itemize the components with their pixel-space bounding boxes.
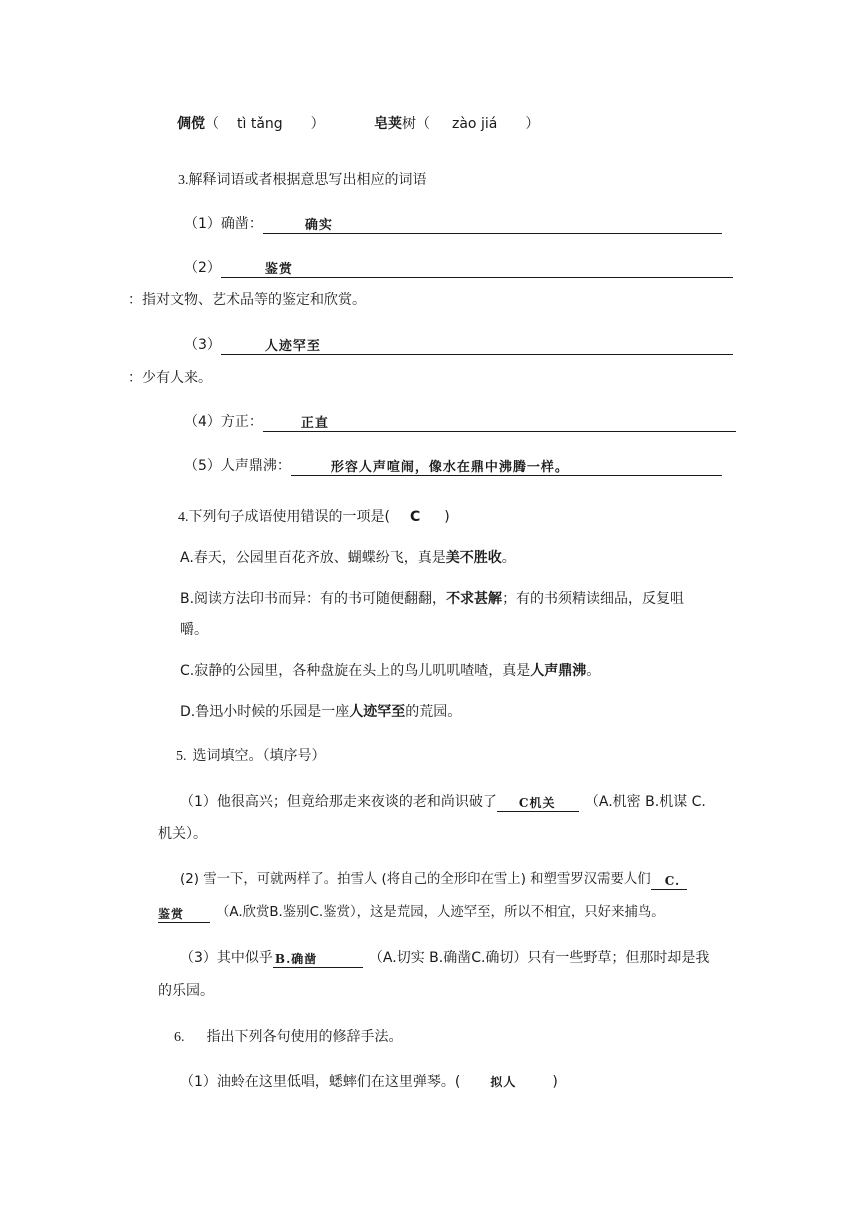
item-options: （A.切实 B.确凿C.确切）只有一些野草；但那时却是我: [368, 950, 710, 966]
answer-choice: C: [409, 509, 421, 525]
answer-text: 拟人: [490, 1075, 517, 1089]
pinyin-line: [177, 114, 325, 134]
item-text: （1）油蛉在这里低唱，蟋蟀们在这里弹琴。(: [180, 1074, 461, 1090]
option-text-end: 的荒园。: [405, 704, 462, 720]
paren-close: ）: [525, 116, 540, 132]
q5-item-2-line2: [158, 902, 665, 923]
answer-text: 形容人声喧闹，像水在鼎中沸腾一样。: [330, 460, 569, 475]
idiom: 美不胜收: [445, 550, 502, 566]
question-title: 选词填空。（填序号）: [192, 748, 326, 764]
option-text: 嚼。: [180, 622, 208, 638]
q5-item-2: [180, 869, 687, 890]
q3-item-4: [184, 412, 736, 432]
q4-option-b-line2: [180, 620, 208, 640]
word-titang: 倜傥: [177, 116, 205, 132]
answer-text: 鉴赏: [264, 262, 293, 277]
answer-blank: [291, 457, 722, 476]
pinyin-zaojia: zào jiá: [452, 116, 498, 132]
answer-text: 人迹罕至: [264, 339, 321, 354]
q5-heading: [176, 746, 326, 767]
item-text: 机关）。: [158, 826, 207, 842]
q6-heading: [174, 1027, 403, 1048]
question-stem: 下列句子成语使用错误的一项是(: [188, 509, 390, 525]
idiom: 不求甚解: [446, 591, 503, 607]
paren-close: ）: [310, 116, 325, 132]
item-text: （3）其中似乎: [180, 950, 273, 966]
answer-text: C.: [664, 874, 681, 888]
question-title: 指出下列各句使用的修辞手法。: [206, 1029, 403, 1045]
question-title: 解释词语或者根据意思写出相应的词语: [188, 172, 427, 188]
item-options: （A.欣赏B.鉴别C.鉴赏），这是荒园，人迹罕至，所以不相宜，只好来捕鸟。: [216, 905, 665, 920]
q4-option-b: [180, 589, 684, 609]
answer-blank: [273, 949, 363, 968]
question-number: 3.: [178, 173, 189, 188]
answer-blank: [158, 904, 210, 923]
q4-heading: [178, 507, 450, 528]
q4-option-a: [180, 548, 516, 568]
pinyin-line-2: [374, 114, 539, 134]
option-text-end: 。: [501, 550, 516, 566]
q4-option-d: [180, 702, 461, 722]
word-zaojia: 皂荚: [374, 116, 402, 132]
answer-blank: [263, 215, 722, 234]
answer-blank: [263, 413, 736, 432]
q3-item-5: [184, 456, 722, 476]
item-text: （1）他很高兴；但竟给那走来夜谈的老和尚识破了: [180, 794, 497, 810]
option-text: C.寂静的公园里，各种盘旋在头上的鸟儿叽叽喳喳，真是: [180, 663, 531, 679]
option-text-end: ；有的书须精读细品，反复咀: [502, 591, 685, 607]
question-number: 6.: [174, 1030, 185, 1045]
question-number: 4.: [178, 510, 189, 525]
item-text: (2) 雪一下，可就两样了。拍雪人 (将自己的全形印在雪上) 和塑雪罗汉需要人们: [180, 872, 651, 887]
q3-item-3-meaning: [128, 368, 212, 388]
item-label: （1）确凿：: [184, 216, 263, 232]
q5-item-1: [180, 792, 706, 812]
answer-text: 确实: [304, 218, 333, 233]
item-label: （2）: [184, 260, 221, 276]
item-label: （3）: [184, 337, 221, 353]
q4-option-c: [180, 661, 600, 681]
option-text-end: 。: [586, 663, 601, 679]
answer-blank: [221, 259, 733, 278]
answer-blank: [221, 336, 733, 355]
item-meaning: ：指对文物、艺术品等的鉴定和欣赏。: [128, 292, 366, 308]
q6-item-1: [180, 1072, 558, 1092]
q3-item-2: [184, 258, 733, 278]
q5-item-3-line2: [158, 981, 214, 1001]
item-text: 的乐园。: [158, 983, 214, 999]
paren-close: ): [552, 1074, 558, 1090]
q3-heading: [178, 170, 427, 191]
word-zaojia-rest: 树: [402, 116, 416, 132]
option-text: B.阅读方法印书而异：有的书可随便翻翻，: [180, 591, 447, 607]
question-number: 5.: [176, 749, 187, 764]
q3-item-2-meaning: [128, 290, 366, 310]
item-label: （5）人声鼎沸：: [184, 458, 291, 474]
q5-item-1-line2: [158, 824, 207, 844]
paren-open: （: [205, 116, 219, 132]
paren-close: ): [444, 509, 450, 525]
q3-item-1: [184, 214, 722, 234]
pinyin-titang: tì tǎng: [237, 116, 283, 132]
item-label: （4）方正：: [184, 414, 263, 430]
answer-text: 鉴赏: [158, 907, 185, 921]
option-text: D.鲁迅小时候的乐园是一座: [180, 704, 350, 720]
item-meaning: ：少有人来。: [128, 370, 212, 386]
idiom: 人声鼎沸: [530, 663, 587, 679]
answer-text: 正直: [300, 416, 329, 431]
q5-item-3: [180, 948, 709, 968]
idiom: 人迹罕至: [349, 704, 406, 720]
q3-item-3: [184, 335, 733, 355]
answer-text: B.确凿: [274, 952, 318, 966]
paren-open: （: [416, 116, 430, 132]
answer-text: C机关: [518, 796, 556, 810]
answer-blank: [497, 793, 579, 812]
item-options: （A.机密 B.机谋 C.: [584, 794, 706, 810]
answer-blank: [651, 871, 687, 890]
option-text: A.春天，公园里百花齐放、蝴蝶纷飞，真是: [180, 550, 446, 566]
